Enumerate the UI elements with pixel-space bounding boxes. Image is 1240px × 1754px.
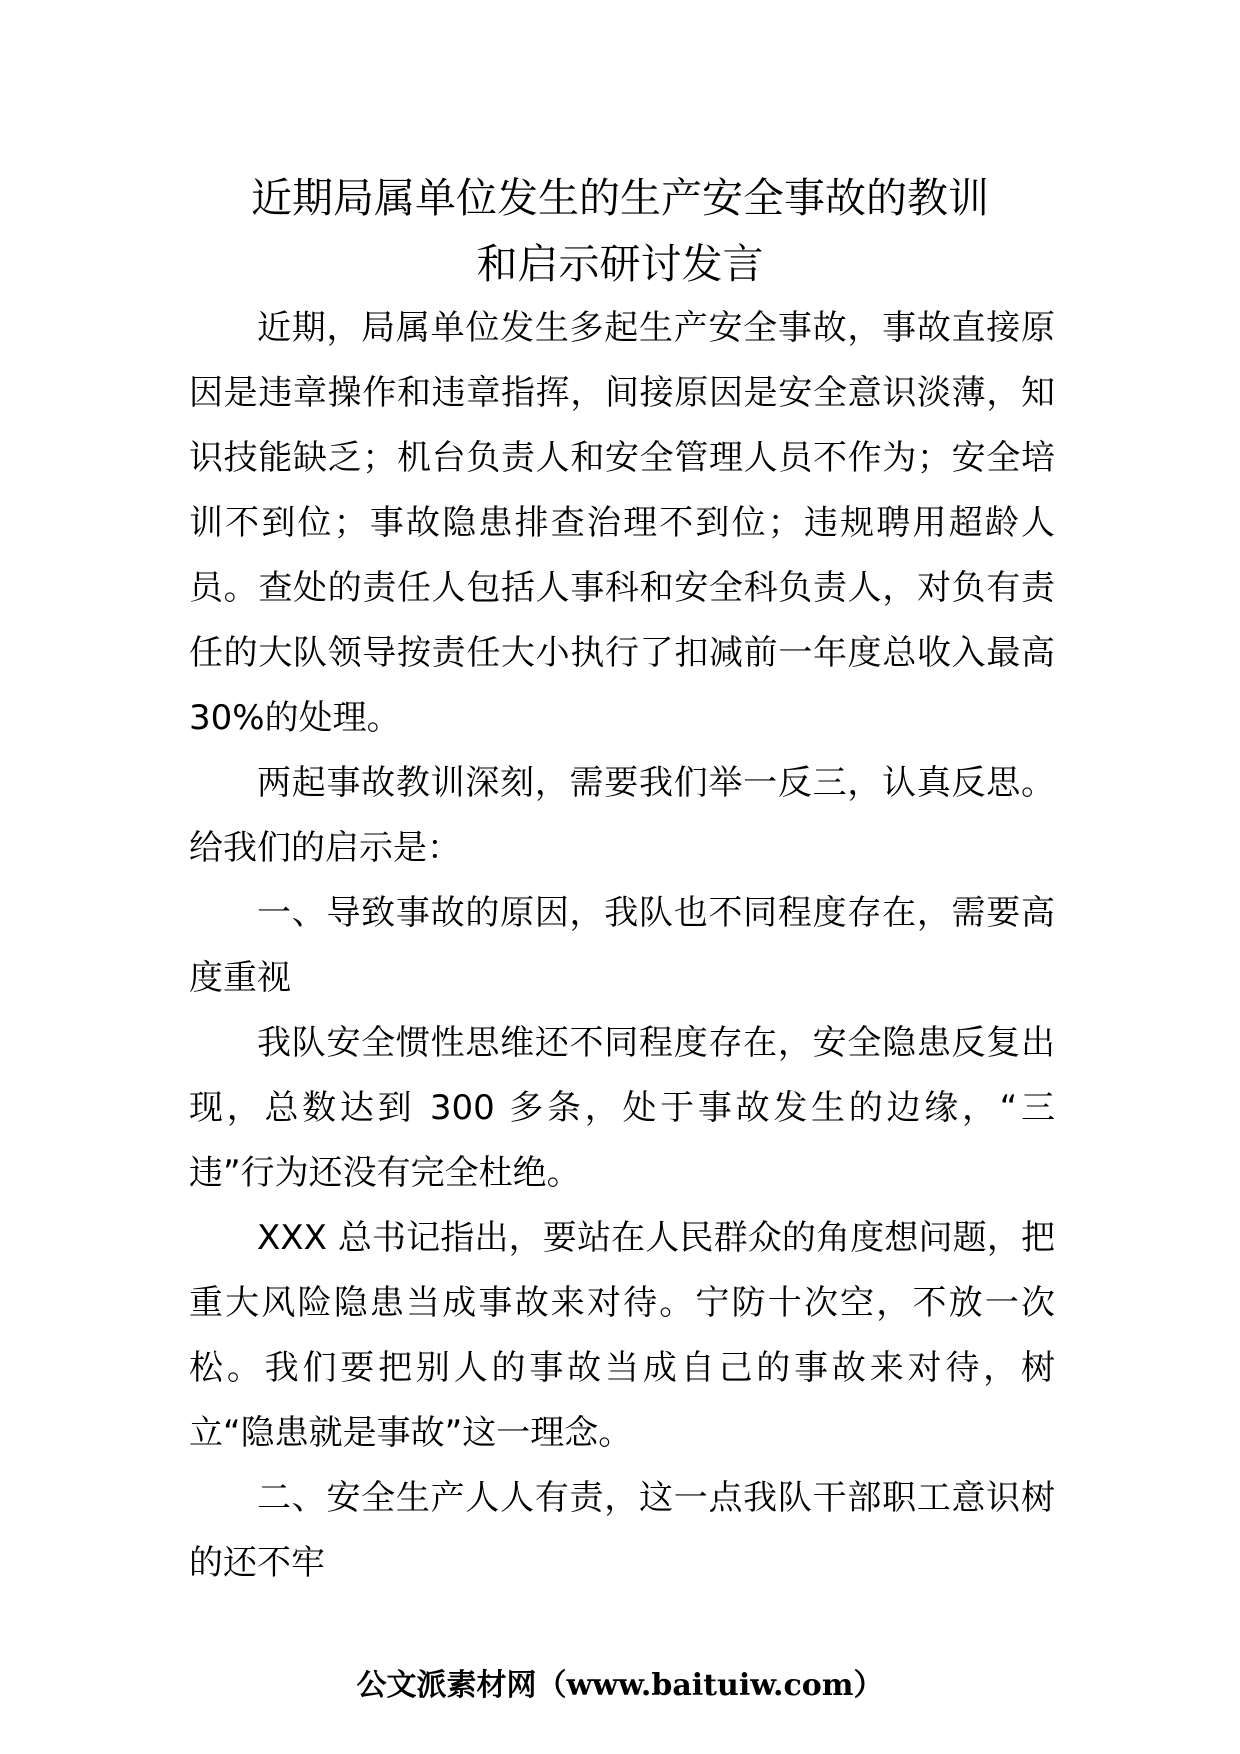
title-line-2: 和启示研讨发言 (476, 240, 764, 288)
paragraph-hazards: 我队安全惯性思维还不同程度存在，安全隐患反复出现，总数达到 300 多条，处于事故发生的边缘，“三违”行为还没有完全杜绝。 (189, 1023, 1055, 1193)
paragraph-lessons: 两起事故教训深刻，需要我们举一反三，认真反思。给我们的启示是： (189, 763, 1055, 868)
title-line-1: 近期局属单位发生的生产安全事故的教训 (251, 174, 989, 222)
paragraph-quote: XXX 总书记指出，要站在人民群众的角度想问题，把重大风险隐患当成事故来对待。宁防十次空，不放一次松。我们要把别人的事故当成自己的事故来对待，树立“隐患就是事故”这一理念。 (189, 1218, 1055, 1453)
document-title (150, 165, 1090, 297)
section-heading-1: 一、导致事故的原因，我队也不同程度存在，需要高度重视 (189, 893, 1055, 998)
source-footer: 公文派素材网（www.baituiw.com） (356, 1668, 884, 1703)
document-body (189, 296, 1055, 1596)
section-heading-2: 二、安全生产人人有责，这一点我队干部职工意识树的还不牢 (189, 1478, 1055, 1583)
paragraph-intro: 近期，局属单位发生多起生产安全事故，事故直接原因是违章操作和违章指挥，间接原因是安全意识淡薄，知识技能缺乏；机台负责人和安全管理人员不作为；安全培训不到位；事故隐患排查治理不到位；违规聘用超龄人员。查处的责任人包括人事科和安全科负责人，对负有责任的大队领导按责任大小执行了扣减前一年度总收入最高30%的处理。 (189, 308, 1055, 738)
